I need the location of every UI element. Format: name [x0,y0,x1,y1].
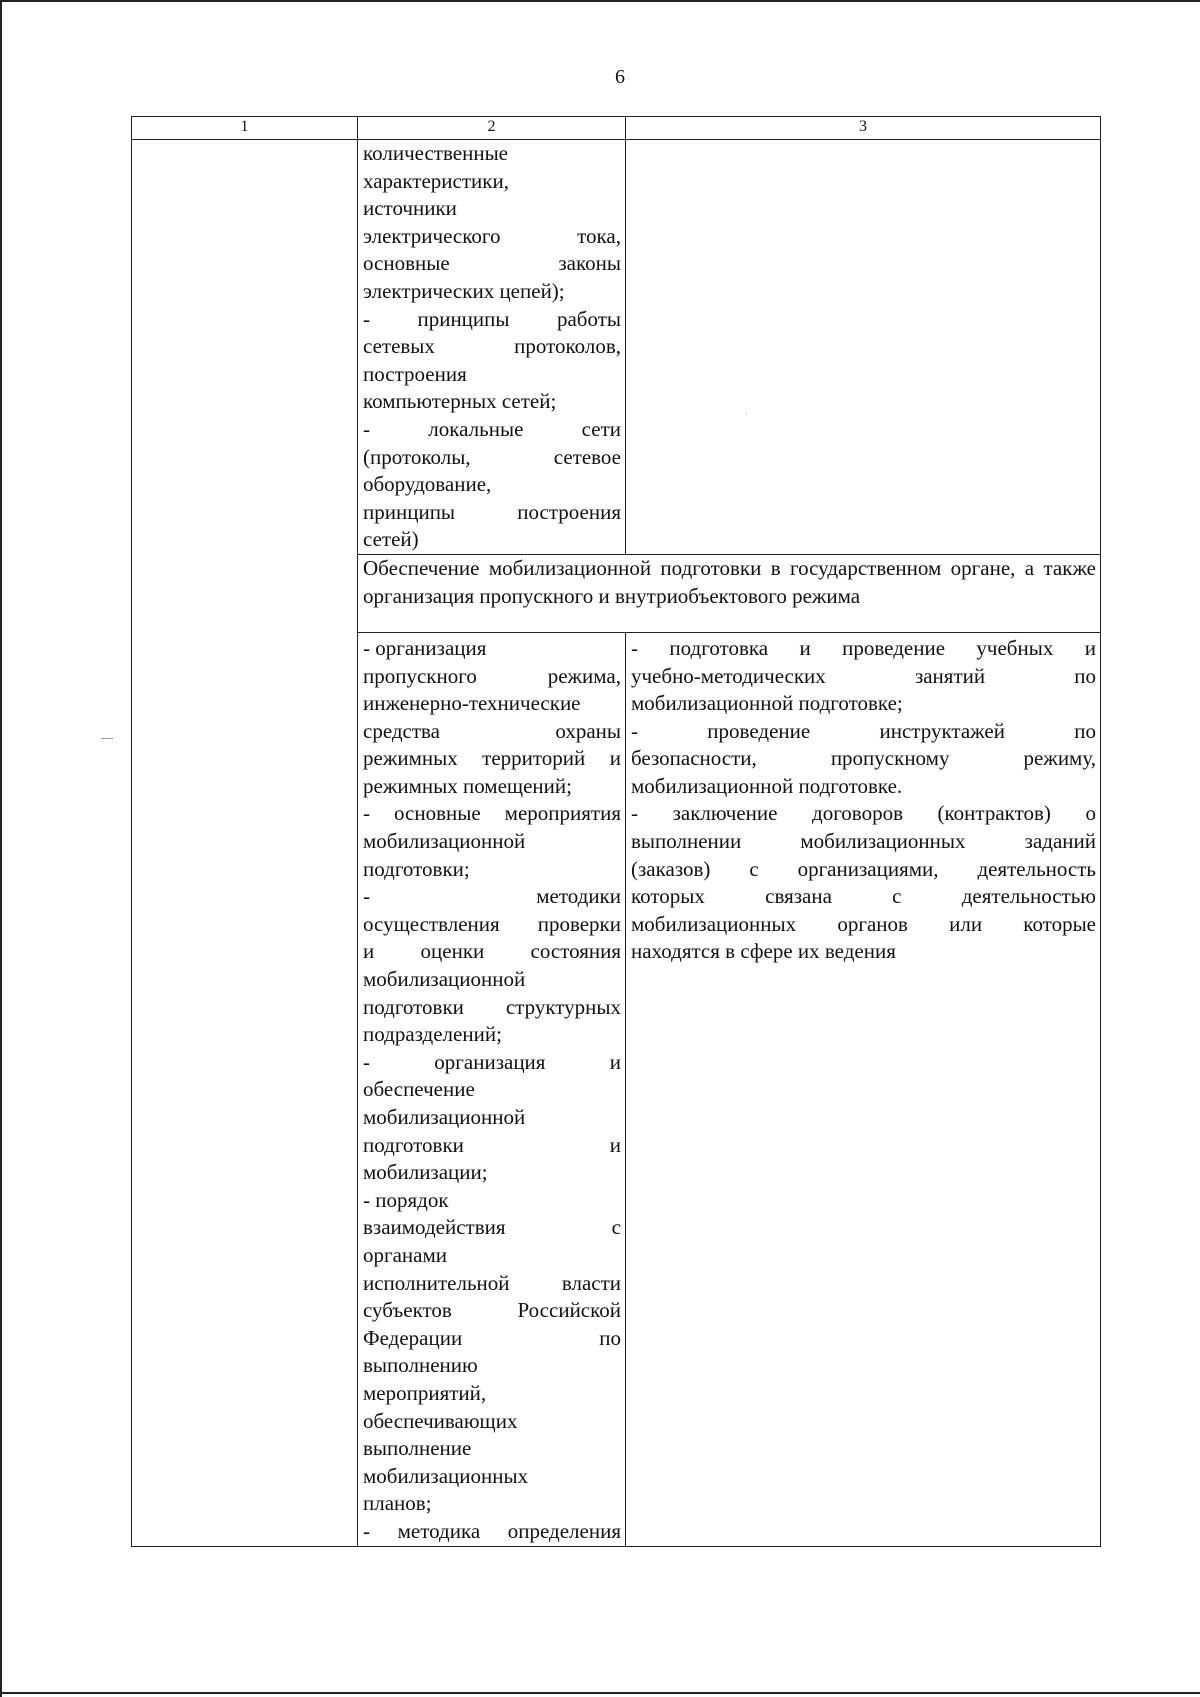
table-header-row [132,117,1101,140]
text-line: мероприятий, [363,1380,487,1405]
text-line: находятся в сфере их ведения [631,939,896,964]
page-number: 6 [615,66,625,88]
text-line: исполнительной власти [363,1270,621,1295]
text-line: сетей) [363,527,419,552]
text-line: выполнению [363,1353,478,1378]
row1-col2-text [363,140,621,554]
text-line: выполнение [363,1436,472,1461]
text-line: - заключение договоров (контрактов) о [631,801,1096,826]
text-line: количественные [363,141,509,165]
row1-col2-cell [358,140,626,555]
text-line: - проведение инструктажей по [631,718,1096,743]
text-line: электрических цепей); [363,278,565,303]
text-line: взаимодействия с [363,1215,621,1240]
text-line: оборудование, [363,472,492,497]
text-line: инженерно-технические [363,691,581,716]
column-header-3: 3 [626,117,1101,140]
text-line: выполнении мобилизационных заданий [631,829,1096,854]
column-1-cell [132,140,358,1547]
text-line: Федерации по [363,1325,621,1350]
text-line: подготовки и [363,1132,621,1157]
text-line: - методики [363,884,621,909]
text-line: основные законы [363,251,621,276]
text-line: режимных территорий и [363,746,621,771]
row2-col3-cell [626,632,1101,1546]
text-line: характеристики, [363,168,509,193]
section-title: Обеспечение мобилизационной подготовки в государственном органе, а также организация пропускного и внутриобъектового режима [358,554,1101,632]
column-header-1: 1 [132,117,358,140]
scan-border-left [0,0,2,1697]
text-line: - организация [363,635,487,660]
text-line: мобилизационных органов или которые [631,911,1096,936]
text-line: (заказов) с организациями, деятельность [631,856,1096,881]
text-line: принципы построения [363,499,621,524]
text-line: мобилизационной [363,829,526,854]
text-line: безопасности, пропускному режиму, [631,746,1096,771]
row2-col2-cell [358,632,626,1546]
text-line: электрического тока, [363,223,621,248]
text-line: пропускного режима, [363,663,621,688]
text-line: подразделений; [363,1022,502,1047]
row2-col2-text [363,635,621,1546]
column-header-2: 2 [358,117,626,140]
text-line: мобилизации; [363,1160,488,1185]
text-line: построения [363,361,467,386]
text-line: - локальные сети [363,416,621,441]
text-line: мобилизационной подготовке; [631,691,903,716]
text-line: - методика определения [363,1518,621,1543]
text-line: органами [363,1242,448,1267]
text-line: компьютерных сетей; [363,389,557,414]
text-line: подготовки структурных [363,994,621,1019]
text-line: учебно-методических занятий по [631,663,1096,688]
table-row-knowledge-continued [132,140,1101,555]
scan-speck [101,738,113,739]
text-line: которых связана с деятельностью [631,884,1096,909]
text-line: средства охраны [363,718,621,743]
text-line: мобилизационной подготовке. [631,773,903,798]
row2-col3-text [631,635,1096,966]
text-line: - основные мероприятия [363,801,621,826]
text-line: подготовки; [363,856,470,881]
text-line: - порядок [363,1187,449,1212]
text-line: обеспечивающих [363,1408,518,1433]
text-line: сетевых протоколов, [363,334,621,359]
text-line: мобилизационных [363,1463,529,1488]
text-line: обеспечение [363,1077,475,1102]
text-line: источники [363,196,457,221]
text-line: - принципы работы [363,306,621,331]
text-line: мобилизационной [363,1105,526,1129]
text-line: и оценки состояния [363,939,621,964]
scan-border-top [0,0,1200,2]
text-line: осуществления проверки [363,911,621,936]
text-line: планов; [363,1491,432,1516]
text-line: - подготовка и проведение учебных и [631,635,1096,660]
text-line: субъектов Российской [363,1298,621,1323]
row1-col3-cell [626,140,1101,555]
text-line: - организация и [363,1049,621,1074]
scan-border-bottom [0,1692,1200,1694]
text-line: (протоколы, сетевое [363,444,621,469]
text-line: мобилизационной [363,967,526,992]
text-line: режимных помещений; [363,773,572,798]
curriculum-table [131,116,1101,1547]
